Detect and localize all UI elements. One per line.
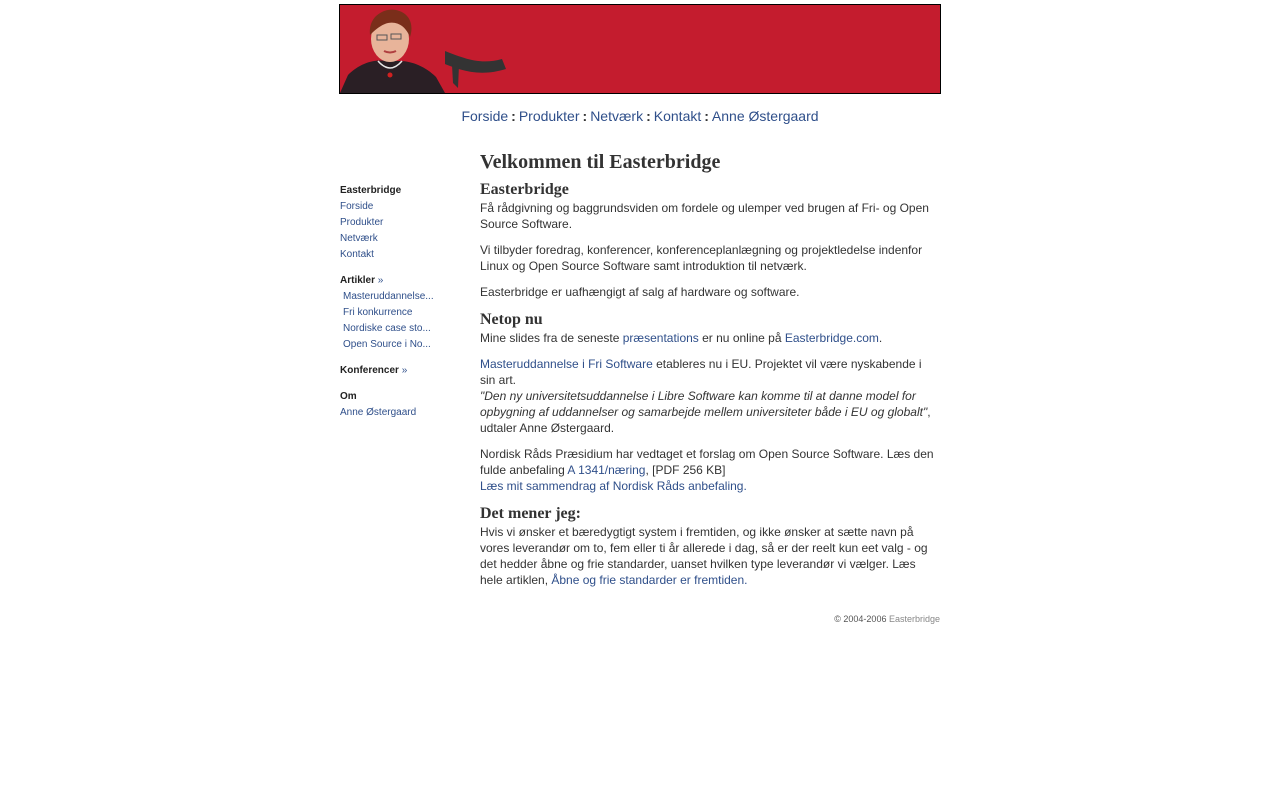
easterbridge-com-link[interactable]: Easterbridge.com bbox=[784, 331, 879, 345]
masteruddannelse-link[interactable]: Masteruddannelse i Fri Software bbox=[480, 357, 653, 371]
open-standards-article-link[interactable]: Åbne og frie standarder er fremtiden. bbox=[551, 573, 748, 587]
footer bbox=[640, 614, 940, 624]
sidebar-heading-label: Konferencer bbox=[340, 365, 399, 376]
nordic-council-paragraph bbox=[480, 446, 938, 494]
independence-paragraph: Easterbridge er uafhængigt af salg af hardware og software. bbox=[480, 285, 800, 299]
konferencer-more-link[interactable]: » bbox=[401, 365, 408, 376]
summary-link[interactable]: Læs mit sammendrag af Nordisk Råds anbefaling. bbox=[480, 479, 747, 493]
text: , udtaler Anne Østergaard. bbox=[480, 405, 931, 435]
services-paragraph: Vi tilbyder foredrag, konferencer, konferenceplanlægning og projektledelse indenfor Linux og Open Source Software samt introduktion til netværk. bbox=[480, 243, 923, 273]
sidebar-group-konferencer bbox=[340, 363, 470, 379]
text: Nordisk Råds Præsidium har vedtaget et forslag om Open Source Software. Læs den fulde anbefaling bbox=[480, 447, 934, 477]
sidebar-heading: Easterbridge bbox=[340, 185, 402, 196]
sidebar-item-anne-ostergaard[interactable]: Anne Østergaard bbox=[340, 407, 417, 418]
text: . bbox=[878, 331, 883, 345]
presentations-link[interactable]: præsentations bbox=[622, 331, 699, 345]
sidebar-item-netvaerk[interactable]: Netværk bbox=[340, 233, 378, 244]
text: Hvis vi ønsker et bæredygtigt system i fremtiden, og ikke ønsker at sætte navn på vores leverandør om to, fem eller ti år allerede i dag, så er der reelt kun eet valg - og det hedder åbne og frie standarder, uanset hvilken type leverandør vi vælger. Læs hele artiklen, bbox=[480, 525, 928, 587]
topnav-anne-ostergaard[interactable]: Anne Østergaard bbox=[711, 108, 819, 124]
section-heading-det-mener-jeg: Det mener jeg: bbox=[480, 505, 581, 522]
section-heading-netop-nu: Netop nu bbox=[480, 311, 543, 328]
header-banner bbox=[339, 4, 941, 94]
topnav-netvaerk[interactable]: Netværk bbox=[590, 108, 644, 124]
sidebar-item-produkter[interactable]: Produkter bbox=[340, 217, 384, 228]
text: Mine slides fra de seneste bbox=[480, 331, 623, 345]
sidebar-heading: Om bbox=[340, 391, 357, 402]
nav-separator: : bbox=[511, 108, 516, 124]
sidebar-item-forside[interactable]: Forside bbox=[340, 201, 374, 212]
sidebar-heading bbox=[340, 273, 470, 289]
sidebar-heading bbox=[340, 363, 470, 379]
nav-separator: : bbox=[646, 108, 651, 124]
sidebar-group-easterbridge bbox=[340, 183, 470, 263]
intro-paragraph: Få rådgivning og baggrundsviden om fordele og ulemper ved brugen af Fri- og Open Source Software. bbox=[480, 201, 929, 231]
sidebar-item-kontakt[interactable]: Kontakt bbox=[340, 249, 374, 260]
topnav-kontakt[interactable]: Kontakt bbox=[653, 108, 702, 124]
slides-paragraph bbox=[480, 330, 938, 346]
nav-separator: : bbox=[704, 108, 709, 124]
nav-separator: : bbox=[582, 108, 588, 124]
sidebar bbox=[340, 183, 470, 431]
a1341-link[interactable]: A 1341/næring bbox=[567, 463, 646, 477]
sidebar-group-om bbox=[340, 389, 470, 421]
page-title: Velkommen til Easterbridge bbox=[480, 151, 721, 173]
sidebar-item-masteruddannelse[interactable]: Masteruddannelse... bbox=[343, 291, 434, 302]
topnav-forside[interactable]: Forside bbox=[461, 108, 509, 124]
sidebar-heading-label: Artikler bbox=[340, 275, 376, 286]
opinion-paragraph bbox=[480, 524, 938, 588]
portrait-photo bbox=[340, 5, 445, 93]
sidebar-group-artikler bbox=[340, 273, 470, 353]
footer-easterbridge-link[interactable]: Easterbridge bbox=[888, 614, 940, 624]
topnav-produkter[interactable]: Produkter bbox=[518, 108, 580, 124]
sidebar-item-open-source[interactable]: Open Source i No... bbox=[343, 339, 431, 350]
sidebar-item-nordiske-case[interactable]: Nordiske case sto... bbox=[343, 323, 431, 334]
text: er nu online på bbox=[698, 331, 785, 345]
sidebar-item-fri-konkurrence[interactable]: Fri konkurrence bbox=[343, 307, 413, 318]
artikler-more-link[interactable]: » bbox=[377, 275, 384, 286]
quote: "Den ny universitetsuddannelse i Libre Software kan komme til at danne model for opbygning af uddannelser og samarbejde mellem universiteter både i EU og globalt" bbox=[480, 389, 928, 419]
text: , [PDF 256 KB] bbox=[645, 463, 726, 477]
section-heading-easterbridge: Easterbridge bbox=[480, 181, 569, 198]
text: etableres nu i EU. Projektet vil være nyskabende i sin art. bbox=[480, 357, 922, 387]
master-paragraph bbox=[480, 356, 938, 436]
top-navigation bbox=[0, 107, 1280, 125]
main-content bbox=[480, 150, 938, 598]
copyright: © 2004-2006 bbox=[834, 614, 889, 624]
